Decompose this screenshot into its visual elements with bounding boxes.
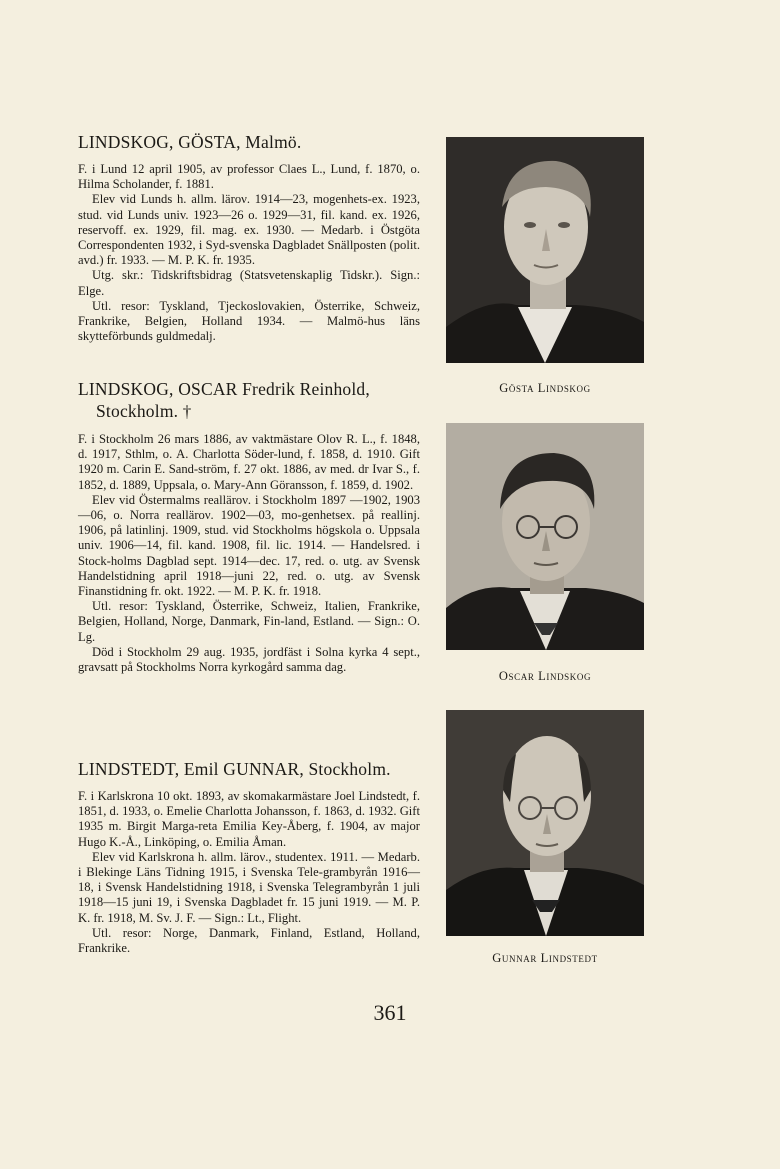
- entry-paragraph: Elev vid Lunds h. allm. läroν. 1914—23, mogenhets-ex. 1923, stud. vid Lunds univ. 1923—26 o. 1929—31, fil. kand. ex. 1926, reservoff. ex. 1929, fil. mag. ex. 1930. — Medarb. i Östgöta Correspondenten 1932, i Syd-svenska Dagbladet Snällposten (polit. avd.) fr. 1933. — M. P. K. fr. 1935.: [78, 192, 420, 268]
- entry-name-line1: LINDSKOG, OSCAR Fredrik Reinhold,: [78, 379, 370, 399]
- deceased-cross: †: [182, 402, 192, 421]
- entry-name-city: Stockholm.: [96, 401, 179, 421]
- portrait-photo-oscar-lindskog: [446, 423, 644, 650]
- entry-body: [78, 432, 420, 675]
- entry-gosta-lindskog: [78, 131, 420, 344]
- entry-name: LINDSKOG, GÖSTA, Malmö.: [78, 132, 302, 152]
- page-number: 361: [373, 1000, 407, 1025]
- entry-paragraph: Död i Stockholm 29 aug. 1935, jordfäst i Solna kyrka 4 sept., gravsatt på Stockholms Norra kyrkogård samma dag.: [78, 644, 420, 675]
- entry-paragraph: Utl. resor: Norge, Danmark, Finland, Estland, Holland, Frankrike.: [78, 925, 420, 956]
- entry-paragraph: F. i Karlskrona 10 okt. 1893, av skomakarmästare Joel Lindstedt, f. 1851, d. 1933, o. Emelie Charlotta Johansson, f. 1863, d. 1932. Gift 1935 m. Birgit Marga-reta Emilia Key-Åberg, f. 1904, av major Hugo K.-Å., Linköping, o. Emilia Åman.: [78, 789, 420, 849]
- entry-oscar-lindskog: [78, 378, 420, 675]
- portrait-photo-gosta-lindskog: [446, 137, 644, 363]
- photo-caption: Gunnar Lindstedt: [492, 951, 598, 965]
- entry-paragraph: F. i Lund 12 april 1905, av professor Claes L., Lund, f. 1870, o. Hilma Scholander, f. 1881.: [78, 162, 420, 192]
- entry-body: [78, 162, 420, 344]
- entry-paragraph: Elev vid Östermalms realläroν. i Stockholm 1897 —1902, 1903—06, o. Norra realläroν. 1902—03, mo-genhetsex. på reallinj. 1906, på latinlinj. 1909, stud. vid Stockholms högskola o. Uppsala univ. 1906—14, fil. kand. 1908, fil. lic. 1914. — Handelsred. i Stock-holms Dagblad sept. 1914—dec. 17, red. o. utg. av Svensk Handelstidning april 1918—juni 22, red. o. utg. av Svensk Finanstidning fr. okt. 1922. — M. P. K. fr. 1918.: [78, 492, 420, 599]
- entry-body: [78, 789, 420, 956]
- photo-caption: Gösta Lindskog: [499, 381, 591, 395]
- entry-paragraph: Utl. resor: Tyskland, Österrike, Schweiz, Italien, Frankrike, Belgien, Holland, Norge, Danmark, Fin-land, Estland. — Sign.: O. Lg.: [78, 599, 420, 644]
- photo-caption: Oscar Lindskog: [498, 669, 592, 683]
- entry-paragraph: Elev vid Karlskrona h. allm. läroν., studentex. 1911. — Medarb. i Blekinge Läns Tidning 1915, i Svenska Tele-grambyrån 1916—18, i Svensk Handelstidning 1918, i Svenska Telegrambyrån 1 juli 1918—15 juni 19, i Svenska Dagbladet fr. 15 juni 1919. — M. P. K. fr. 1918, M. Sv. J. F. — Sign.: Lt., Flight.: [78, 849, 420, 925]
- entry-name-line2: [78, 400, 420, 423]
- portrait-photo-gunnar-lindstedt: [446, 710, 644, 936]
- entry-paragraph: Utg. skr.: Tidskriftsbidrag (Statsvetenskaplig Tidskr.). Sign.: Elge.: [78, 268, 420, 298]
- entry-gunnar-lindstedt: [78, 758, 420, 956]
- entry-paragraph: Utl. resor: Tyskland, Tjeckoslovakien, Österrike, Schweiz, Frankrike, Belgien, Holland 1934. — Malmö-hus läns skytteförbunds guldmedalj.: [78, 298, 420, 344]
- entry-name: LINDSTEDT, Emil GUNNAR, Stockholm.: [78, 759, 391, 779]
- entry-name: [78, 378, 420, 423]
- entry-paragraph: F. i Stockholm 26 mars 1886, av vaktmästare Olov R. L., f. 1848, d. 1917, Sthlm, o. A. Charlotta Söder-lund, f. 1858, d. 1910. Gift 1920 m. Carin E. Sand-ström, f. 27 okt. 1886, av med. dr Ivar S., f. 1852, d. 1889, Uppsala, o. Mary-Ann Göransson, f. 1859, d. 1902.: [78, 432, 420, 492]
